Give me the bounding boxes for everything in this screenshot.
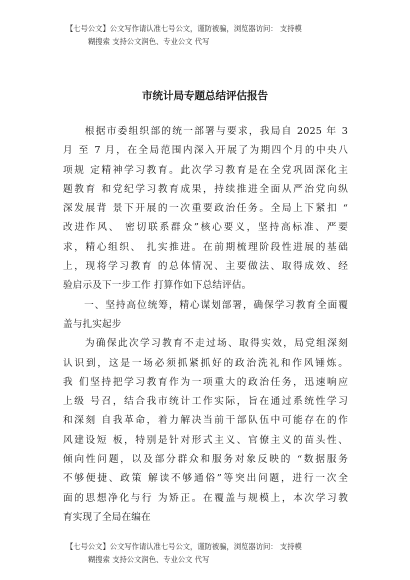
- text-line: 验启示及下一步工作 打算作如下总结评估。: [63, 280, 252, 292]
- text-line: 不够便捷、政策 解读不够通俗”等突出问题，进行一次全: [63, 473, 348, 485]
- text-line: 题教育 和党纪学习教育成果，持续推进全面从严治党向纵: [63, 183, 348, 195]
- section-heading-1: [63, 296, 348, 335]
- document-title: 市统计局专题总结评估报告: [142, 90, 268, 102]
- text-line: 为确保此次学习教育不走过场、取得实效，局党组深刻: [63, 338, 348, 350]
- text-line: 面的思想净化与行 为矫正。在覆盖与规模上，本次学习教: [63, 492, 348, 504]
- text-line: 一、坚持高位统筹，精心谋划部署，确保学习教育全面覆: [63, 299, 348, 311]
- header-banner-line-1: 【七号公文】公文写作请认准七号公文，谨防被骗，浏览器访问： 支持模: [66, 24, 302, 33]
- text-line: 上级 号召，结合我市统计工作实际，旨在通过系统性学习: [63, 396, 348, 408]
- text-line: 我 们坚持把学习教育作为一项重大的政治任务，迅速响应: [63, 376, 348, 388]
- text-line: 风建设短 板，特别是针对形式主义、官僚主义的苗头性、: [63, 434, 348, 446]
- footer-banner-line-1: 【七号公文】公文写作请认准七号公文，谨防被骗，浏览器访问： 支持模: [66, 542, 302, 551]
- text-line: 和深刻 自我革命，着力解决当前干部队伍中可能存在的作: [63, 415, 348, 427]
- document-body: [63, 122, 348, 527]
- footer-watermark-banner: [66, 540, 366, 566]
- footer-banner-line-2: 糊搜索 支持公文润色、专业公文 代写: [88, 555, 210, 564]
- text-line: 根据市委组织部的统一部署与要求，我局自 2025 年 3: [63, 126, 348, 137]
- text-line: 倾向性问题，以及部分群众和服务对象反映的 “数据服务: [63, 454, 348, 466]
- text-line: 育实现了全局在编在: [63, 511, 151, 523]
- text-line: 深发展背 景下开展的一次重要政治任务。全局上下紧扣 “: [63, 203, 348, 215]
- text-line: 项规 定精神学习教育。此次学习教育是在全党巩固深化主: [63, 164, 348, 176]
- text-line: 盖与扎实起步: [63, 318, 122, 330]
- text-line: 求，精心组织、 扎实推进。在前期梳理阶段性进展的基础: [63, 241, 348, 253]
- text-line: 上，现将学习教育 的总体情况、主要做法、取得成效、经: [63, 261, 348, 273]
- text-line: 改进作风、 密切联系群众”核心要义，坚持高标准、严要: [63, 222, 348, 234]
- header-watermark-banner: [66, 22, 366, 48]
- header-banner-line-2: 糊搜索 支持公文润色、专业公文 代写: [88, 37, 210, 46]
- paragraph-intro: [63, 122, 348, 296]
- paragraph-section-1: [63, 334, 348, 527]
- text-line: 月 至 7 月，在全局范围内深入开展了为期四个月的中央八: [63, 145, 348, 157]
- text-line: 认识到，这是一场必须抓紧抓好的政治洗礼和作风锤炼。: [63, 357, 348, 369]
